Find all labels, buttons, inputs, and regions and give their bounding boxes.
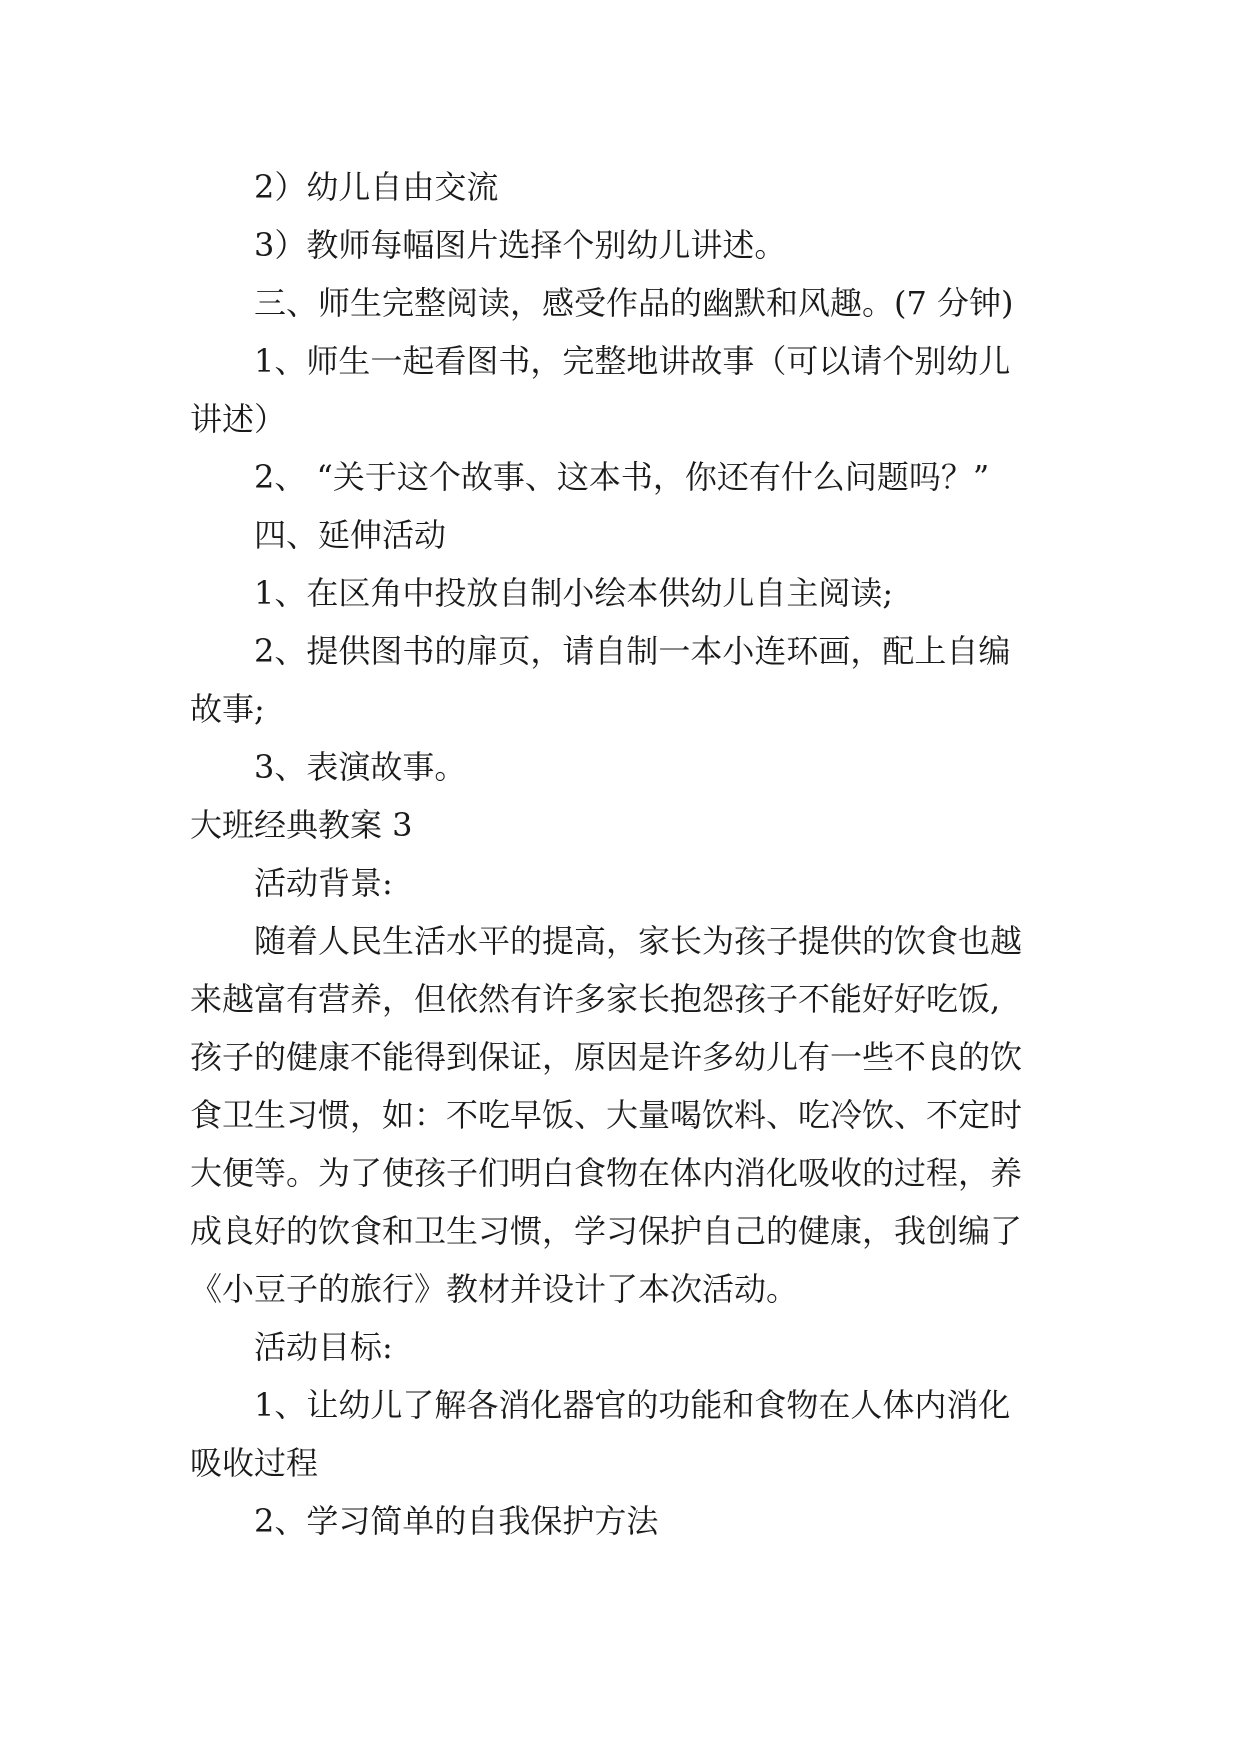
text-line: 《小豆子的旅行》教材并设计了本次活动。 bbox=[190, 1270, 799, 1308]
text-line: 3）教师每幅图片选择个别幼儿讲述。 bbox=[254, 226, 787, 264]
lesson-title: 大班经典教案 3 bbox=[190, 806, 413, 844]
text-line: 3、表演故事。 bbox=[254, 748, 467, 786]
text-line: 讲述） bbox=[190, 400, 287, 438]
text-line: 2、学习简单的自我保护方法 bbox=[254, 1502, 659, 1540]
document-body bbox=[190, 158, 1070, 1550]
section-heading: 四、延伸活动 bbox=[254, 516, 447, 554]
text-line: 大便等。为了使孩子们明白食物在体内消化吸收的过程，养 bbox=[190, 1154, 1023, 1192]
subsection-heading: 活动目标: bbox=[254, 1328, 393, 1366]
text-line: 1、让幼儿了解各消化器官的功能和食物在人体内消化 bbox=[254, 1386, 1011, 1424]
text-line: 2、提供图书的扉页，请自制一本小连环画，配上自编 bbox=[254, 632, 1011, 670]
text-line: 成良好的饮食和卫生习惯，学习保护自己的健康，我创编了 bbox=[190, 1212, 1023, 1250]
text-line: 1、师生一起看图书，完整地讲故事（可以请个别幼儿 bbox=[254, 342, 1011, 380]
text-line: 2）幼儿自由交流 bbox=[254, 168, 499, 206]
text-line: 1、在区角中投放自制小绘本供幼儿自主阅读; bbox=[254, 574, 894, 612]
text-line: 故事; bbox=[190, 690, 265, 728]
subsection-heading: 活动背景: bbox=[254, 864, 393, 902]
section-heading: 三、师生完整阅读，感受作品的幽默和风趣。(7 分钟) bbox=[254, 284, 1014, 322]
text-line: 吸收过程 bbox=[190, 1444, 319, 1482]
text-line: 来越富有营养，但依然有许多家长抱怨孩子不能好好吃饭, bbox=[190, 980, 1001, 1018]
text-line: 随着人民生活水平的提高，家长为孩子提供的饮食也越 bbox=[254, 922, 1023, 960]
text-line: 孩子的健康不能得到保证，原因是许多幼儿有一些不良的饮 bbox=[190, 1038, 1023, 1076]
text-line: 2、 “关于这个故事、这本书，你还有什么问题吗？” bbox=[254, 458, 990, 496]
text-line: 食卫生习惯，如：不吃早饭、大量喝饮料、吃冷饮、不定时 bbox=[190, 1096, 1023, 1134]
